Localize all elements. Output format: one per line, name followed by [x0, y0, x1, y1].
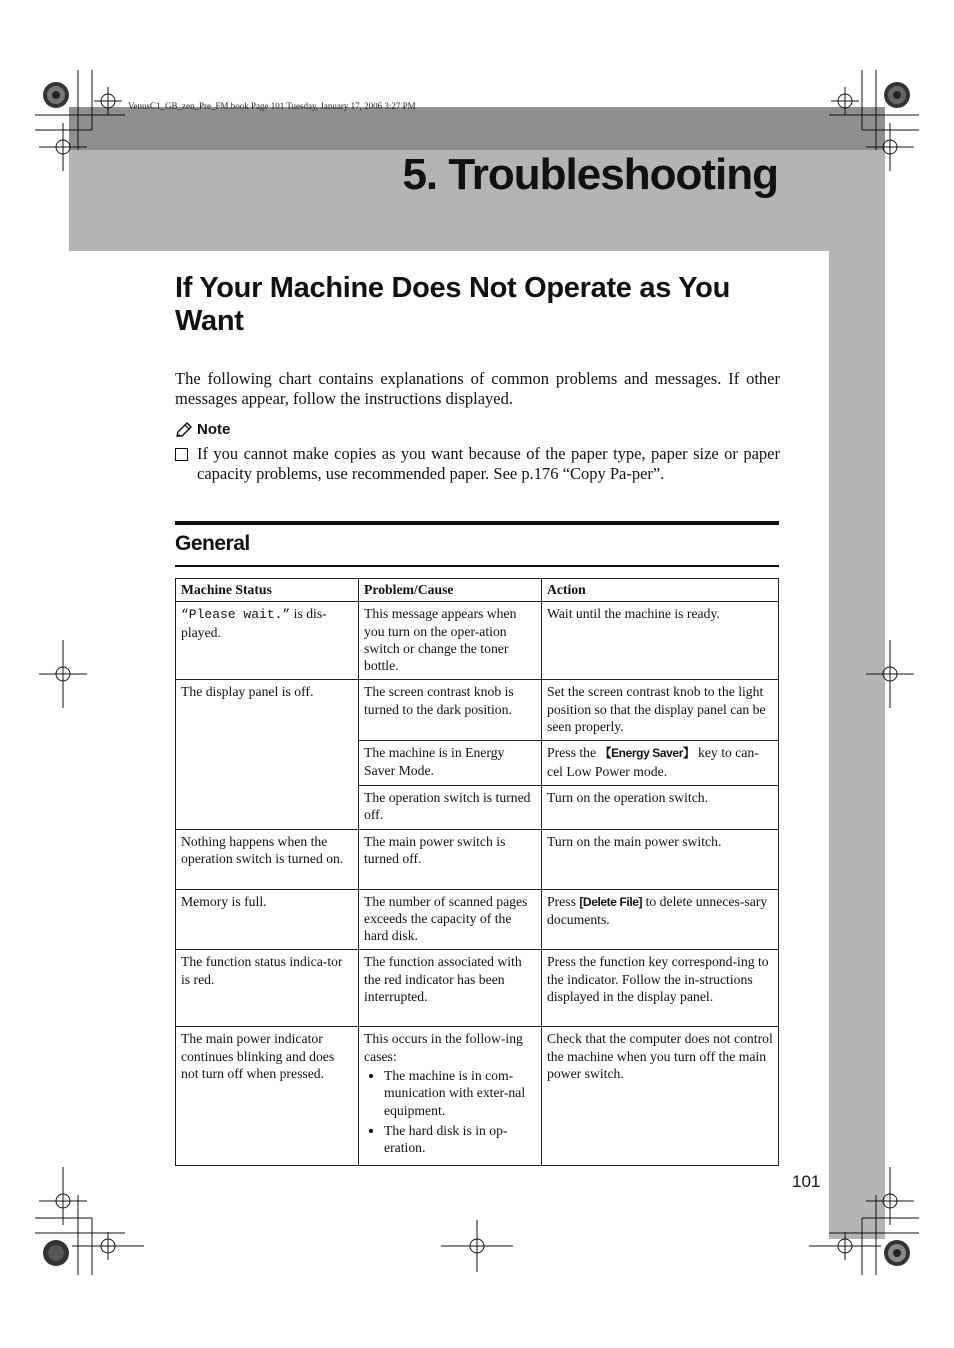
status-cell: Memory is full.	[176, 889, 359, 950]
action-prefix: Press the	[547, 745, 600, 761]
energy-saver-key: 【Energy Saver】	[599, 746, 695, 761]
action-cell: Press the function key correspond-ing to the indicator. Follow the in-structions displayed in the display panel.	[542, 950, 779, 1027]
note-text: If you cannot make copies as you want because of the paper type, paper size or paper capacity problems, use recommended paper. See p.176 “Copy Pa-per”.	[197, 444, 780, 483]
chapter-title: 5. Troubleshooting	[402, 150, 778, 199]
action-suffix: to delete unneces-sary documents.	[547, 893, 768, 927]
note-label: Note	[197, 421, 231, 438]
table-row	[176, 1027, 779, 1165]
pencil-icon	[175, 422, 193, 438]
action-suffix: key to can-cel Low Power mode.	[547, 745, 759, 779]
page-number: 101	[792, 1172, 821, 1191]
action-cell	[542, 889, 779, 950]
action-prefix: Press	[547, 893, 580, 909]
action-cell	[542, 741, 779, 786]
section-rule-bottom	[175, 565, 779, 567]
delete-file-key: [Delete File]	[579, 894, 643, 909]
cause-cell: The main power switch is turned off.	[359, 829, 542, 889]
column-header: Action	[542, 579, 779, 602]
table-row	[176, 680, 779, 741]
cause-cell: The operation switch is turned off.	[359, 785, 542, 829]
cause-intro: This occurs in the follow-ing cases:	[364, 1031, 523, 1064]
status-suffix: is dis-played.	[181, 606, 327, 640]
list-item: • The machine is in com-munication with exter-nal equipment.	[384, 1067, 536, 1119]
status-cell: The main power indicator continues blinking and does not turn off when pressed.	[176, 1027, 359, 1165]
note-heading	[175, 421, 230, 438]
cause-cell: The screen contrast knob is turned to the dark position.	[359, 680, 542, 741]
cause-cell: The function associated with the red indicator has been interrupted.	[359, 950, 542, 1027]
action-cell: Turn on the main power switch.	[542, 829, 779, 889]
table-row	[176, 889, 779, 950]
list-item: • The hard disk is in op-eration.	[384, 1122, 536, 1157]
table-row	[176, 829, 779, 889]
table-row	[176, 602, 779, 680]
cause-cell: This message appears when you turn on the oper-ation switch or change the toner bottle.	[359, 602, 542, 680]
print-info-line: VenusC1_GB_zen_Pre_FM.book Page 101 Tuesday, January 17, 2006 3:27 PM	[128, 101, 416, 111]
action-cell: Wait until the machine is ready.	[542, 602, 779, 680]
note-item	[175, 444, 780, 484]
table-row	[176, 950, 779, 1027]
status-cell: The function status indica-tor is red.	[176, 950, 359, 1027]
table-header-row	[176, 579, 779, 602]
status-message: “Please wait.”	[181, 607, 291, 623]
column-header: Machine Status	[176, 579, 359, 602]
section-title: If Your Machine Does Not Operate as You Want	[175, 272, 731, 337]
cause-cell: The machine is in Energy Saver Mode.	[359, 741, 542, 786]
checkbox-bullet-icon	[175, 448, 188, 461]
cause-cell	[359, 1027, 542, 1165]
action-cell: Set the screen contrast knob to the light position so that the display panel can be seen properly.	[542, 680, 779, 741]
action-cell: Turn on the operation switch.	[542, 785, 779, 829]
section-rule-top	[175, 521, 779, 525]
status-cell	[176, 602, 359, 680]
status-cell: The display panel is off.	[176, 680, 359, 829]
cause-bullet-list	[364, 1067, 536, 1156]
action-cell: Check that the computer does not control the machine when you turn off the main power switch.	[542, 1027, 779, 1165]
subsection-title: General	[175, 532, 250, 555]
cause-cell: The number of scanned pages exceeds the capacity of the hard disk.	[359, 889, 542, 950]
intro-paragraph: The following chart contains explanations of common problems and messages. If other messages appear, follow the instructions displayed.	[175, 369, 780, 408]
column-header: Problem/Cause	[359, 579, 542, 602]
troubleshooting-table	[175, 578, 779, 1166]
status-cell: Nothing happens when the operation switch is turned on.	[176, 829, 359, 889]
